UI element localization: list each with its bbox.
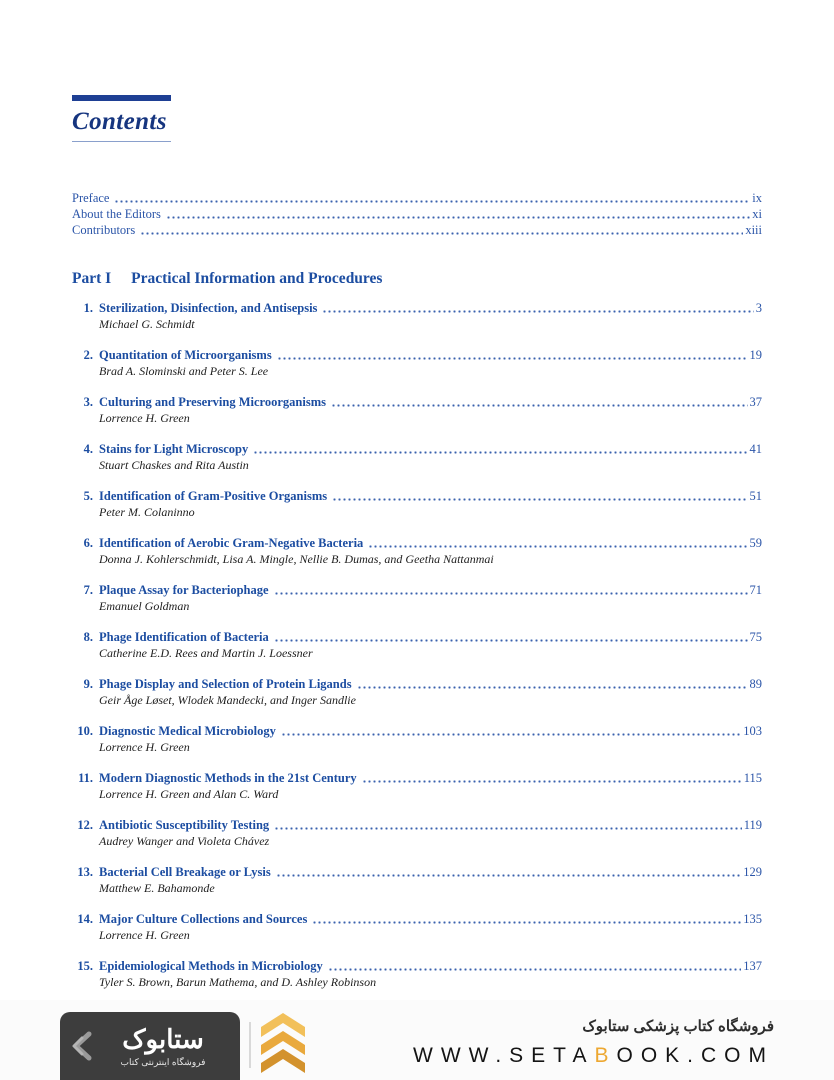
- chapter-page[interactable]: 129: [743, 865, 762, 879]
- chapter-title[interactable]: Identification of Aerobic Gram-Negative Bacteria: [99, 536, 364, 550]
- toc-entry-line: [72, 582, 762, 598]
- chapter-authors: Lorrence H. Green: [99, 928, 190, 942]
- chapter-page[interactable]: 119: [743, 818, 762, 832]
- chapter-title[interactable]: Identification of Gram-Positive Organisms: [99, 489, 328, 503]
- chapter-authors: Audrey Wanger and Violeta Chávez: [99, 834, 270, 848]
- dot-leader: [331, 404, 748, 407]
- contents-rule-bottom: [72, 141, 171, 142]
- chapter-authors: Catherine E.D. Rees and Martin J. Loessner: [99, 646, 313, 660]
- toc-entry-line: [72, 770, 762, 786]
- chapter-title[interactable]: Phage Identification of Bacteria: [99, 630, 269, 644]
- toc-entry: [72, 441, 762, 473]
- back-chevron-icon: [66, 1031, 96, 1061]
- toc-entry: [72, 488, 762, 520]
- dot-leader: [253, 451, 747, 454]
- toc-entry-line: [72, 394, 762, 410]
- front-matter-list: [72, 190, 762, 238]
- toc-entry-line: [72, 347, 762, 363]
- chapter-number: 1.: [83, 301, 93, 315]
- dot-leader: [322, 310, 753, 313]
- dot-leader: [362, 780, 742, 783]
- chapter-title[interactable]: Culturing and Preserving Microorganisms: [99, 395, 326, 409]
- chapter-authors: Geir Åge Løset, Wlodek Mandecki, and Inger Sandlie: [99, 693, 356, 707]
- front-matter-label[interactable]: Contributors: [72, 223, 136, 237]
- store-name-fa: فروشگاه کتاب پزشکی ستابوک: [582, 1018, 774, 1035]
- dot-leader: [140, 232, 743, 235]
- chapter-number: 7.: [83, 583, 93, 597]
- dot-leader: [114, 200, 750, 203]
- toc-entry: [72, 676, 762, 708]
- chapter-page[interactable]: 37: [749, 395, 762, 409]
- chapter-authors: Michael G. Schmidt: [99, 317, 195, 331]
- front-matter-row: [72, 222, 762, 238]
- chapter-number: 12.: [77, 818, 93, 832]
- chapter-title[interactable]: Epidemiological Methods in Microbiology: [99, 959, 323, 973]
- chapter-number: 2.: [83, 348, 93, 362]
- chapter-title[interactable]: Modern Diagnostic Methods in the 21st Century: [99, 771, 357, 785]
- dot-leader: [281, 733, 741, 736]
- chapter-page[interactable]: 75: [749, 630, 762, 644]
- part-title: Practical Information and Procedures: [131, 270, 383, 287]
- chapter-number: 15.: [77, 959, 93, 973]
- chapter-page[interactable]: 19: [749, 348, 762, 362]
- dot-leader: [274, 827, 742, 830]
- chapter-title[interactable]: Quantitation of Microorganisms: [99, 348, 272, 362]
- url-suffix: OOK.COM: [616, 1044, 774, 1067]
- chapter-number: 6.: [83, 536, 93, 550]
- toc-entry: [72, 723, 762, 755]
- front-matter-page[interactable]: xiii: [745, 223, 762, 237]
- dot-leader: [312, 921, 741, 924]
- front-matter-label[interactable]: Preface: [72, 191, 110, 205]
- part-heading: [72, 270, 762, 288]
- chapter-number: 11.: [78, 771, 93, 785]
- front-matter-page[interactable]: xi: [752, 207, 762, 221]
- toc-entry-line: [72, 535, 762, 551]
- chapter-authors: Lorrence H. Green: [99, 740, 190, 754]
- chapter-page[interactable]: 135: [743, 912, 762, 926]
- toc-entry: [72, 817, 762, 849]
- dot-leader: [357, 686, 748, 689]
- setabook-logo: [60, 1012, 240, 1080]
- dot-leader: [166, 216, 750, 219]
- dot-leader: [274, 592, 748, 595]
- chapter-page[interactable]: 137: [743, 959, 762, 973]
- toc-entry-line: [72, 300, 762, 316]
- chapter-list: [72, 300, 762, 990]
- toc-entry-line: [72, 864, 762, 880]
- chapter-authors: Tyler S. Brown, Barun Mathema, and D. Ashley Robinson: [99, 975, 377, 989]
- chapter-number: 10.: [77, 724, 93, 738]
- dot-leader: [332, 498, 747, 501]
- setabook-chevron-icon: [260, 1011, 306, 1080]
- chapter-authors: Lorrence H. Green and Alan C. Ward: [99, 787, 279, 801]
- toc-entry: [72, 770, 762, 802]
- chapter-number: 3.: [83, 395, 93, 409]
- part-label: Part I: [72, 270, 112, 287]
- toc-entry-line: [72, 817, 762, 833]
- toc-entry-line: [72, 441, 762, 457]
- contents-rule-top: [72, 95, 171, 101]
- toc-entry: [72, 911, 762, 943]
- chapter-title[interactable]: Major Culture Collections and Sources: [99, 912, 308, 926]
- chapter-page[interactable]: 51: [749, 489, 762, 503]
- front-matter-label[interactable]: About the Editors: [72, 207, 161, 221]
- toc-entry: [72, 582, 762, 614]
- chapter-page[interactable]: 59: [749, 536, 762, 550]
- toc-entry: [72, 300, 762, 332]
- chapter-title[interactable]: Sterilization, Disinfection, and Antisepsis: [99, 301, 318, 315]
- chapter-page[interactable]: 71: [749, 583, 762, 597]
- chapter-authors: Stuart Chaskes and Rita Austin: [99, 458, 249, 472]
- toc-entry-line: [72, 723, 762, 739]
- page-title: Contents: [72, 108, 167, 135]
- chapter-title[interactable]: Bacterial Cell Breakage or Lysis: [99, 865, 271, 879]
- chapter-page[interactable]: 41: [749, 442, 762, 456]
- dot-leader: [276, 874, 742, 877]
- chapter-title[interactable]: Stains for Light Microscopy: [99, 442, 249, 456]
- chapter-authors: Matthew E. Bahamonde: [99, 881, 215, 895]
- toc-entry-line: [72, 911, 762, 927]
- toc-entry: [72, 864, 762, 896]
- toc-entry-line: [72, 629, 762, 645]
- chapter-number: 13.: [77, 865, 93, 879]
- front-matter-row: [72, 206, 762, 222]
- chapter-title[interactable]: Plaque Assay for Bacteriophage: [99, 583, 269, 597]
- footer-branding: [0, 1000, 834, 1080]
- toc-entry: [72, 394, 762, 426]
- toc-entry-line: [72, 676, 762, 692]
- chapter-number: 4.: [83, 442, 93, 456]
- toc-entry: [72, 535, 762, 567]
- front-matter-row: [72, 190, 762, 206]
- footer-store-info: [413, 1017, 774, 1068]
- chapter-authors: Peter M. Colaninno: [99, 505, 195, 519]
- setabook-logo-subtitle: فروشگاه اینترنتی کتاب: [120, 1056, 206, 1067]
- toc-entry: [72, 958, 762, 990]
- chapter-authors: Donna J. Kohlerschmidt, Lisa A. Mingle, Nellie B. Dumas, and Geetha Nattanmai: [99, 552, 494, 566]
- chapter-number: 9.: [83, 677, 93, 691]
- toc-entry-line: [72, 958, 762, 974]
- chapter-authors: Emanuel Goldman: [99, 599, 190, 613]
- dot-leader: [328, 968, 742, 971]
- chapter-page[interactable]: 89: [749, 677, 762, 691]
- chapter-page[interactable]: 103: [743, 724, 762, 738]
- chapter-authors: Brad A. Slominski and Peter S. Lee: [99, 364, 269, 378]
- chapter-number: 8.: [83, 630, 93, 644]
- store-url[interactable]: [413, 1044, 774, 1068]
- setabook-logo-text: [96, 1025, 230, 1068]
- url-prefix: WWW.SETA: [413, 1044, 595, 1067]
- toc-entry: [72, 347, 762, 379]
- url-highlight: B: [594, 1044, 617, 1067]
- chapter-page[interactable]: 115: [743, 771, 762, 785]
- chapter-title[interactable]: Diagnostic Medical Microbiology: [99, 724, 276, 738]
- front-matter-page[interactable]: ix: [752, 191, 762, 205]
- chapter-page[interactable]: 3: [755, 301, 762, 315]
- chapter-number: 5.: [83, 489, 93, 503]
- toc-entry-line: [72, 488, 762, 504]
- chapter-title[interactable]: Antibiotic Susceptibility Testing: [99, 818, 270, 832]
- toc-entry: [72, 629, 762, 661]
- chapter-number: 14.: [77, 912, 93, 926]
- chapter-authors: Lorrence H. Green: [99, 411, 190, 425]
- dot-leader: [368, 545, 747, 548]
- footer-divider: [249, 1022, 251, 1068]
- setabook-logo-title: ستابوک: [122, 1023, 204, 1054]
- dot-leader: [277, 357, 748, 360]
- chapter-title[interactable]: Phage Display and Selection of Protein Ligands: [99, 677, 352, 691]
- dot-leader: [274, 639, 748, 642]
